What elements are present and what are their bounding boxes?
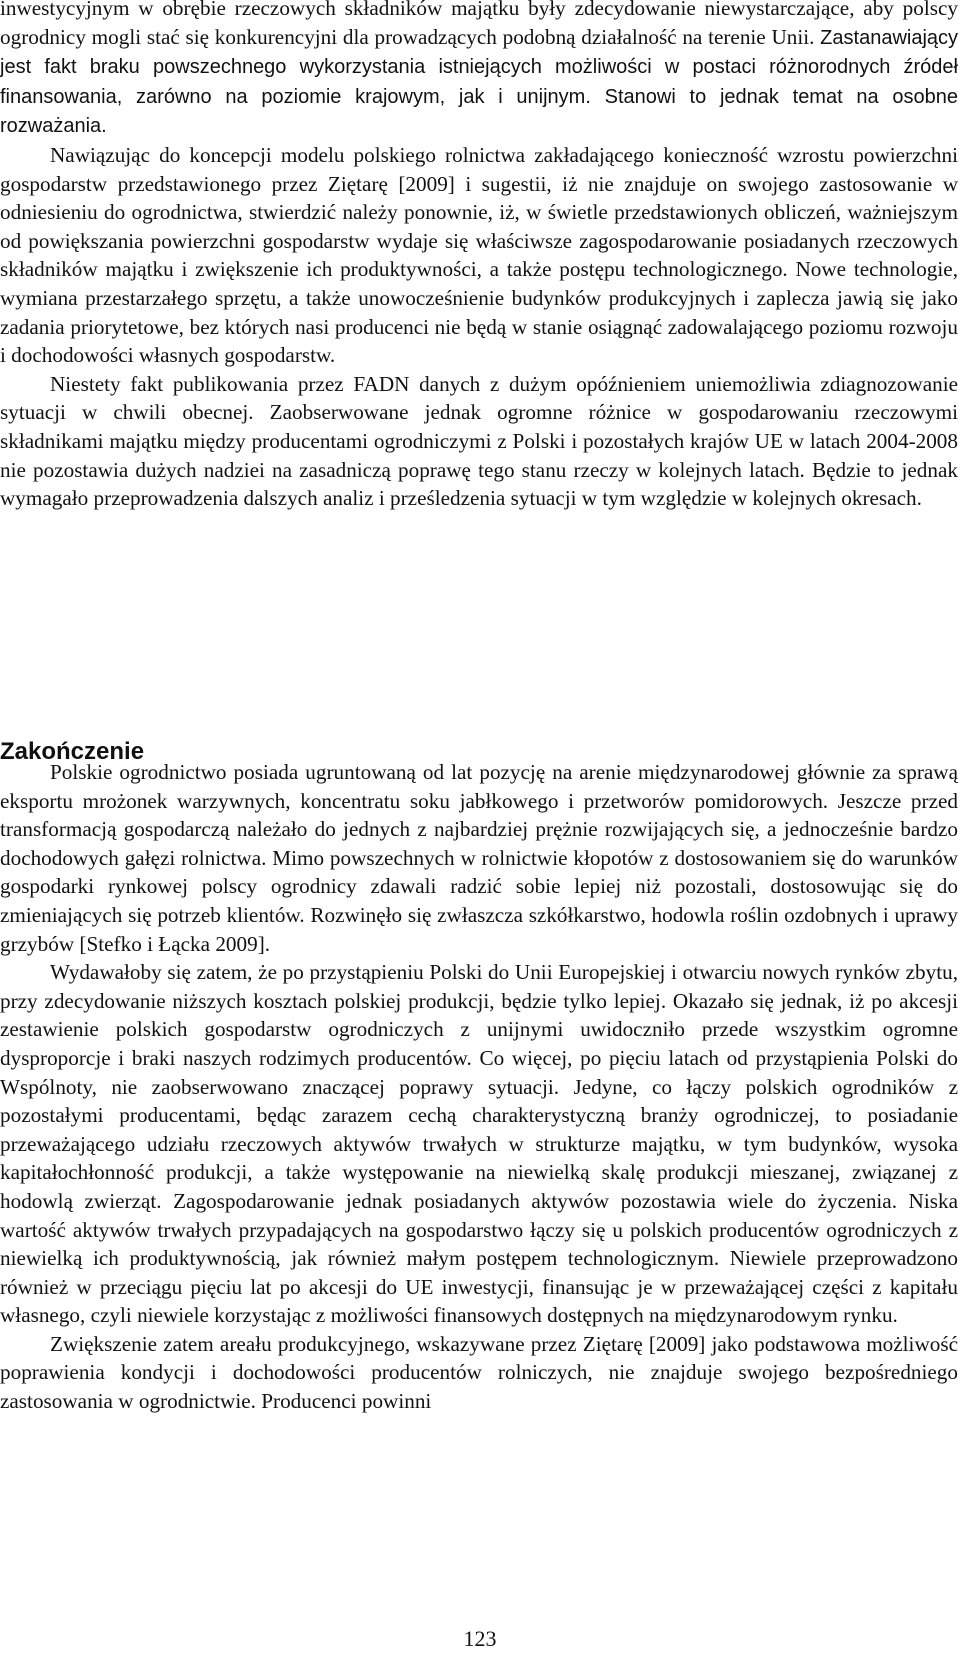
paragraph: Zwiększenie zatem areału produkcyjnego, wskazywane przez Ziętarę [2009] jako podstawowa możliwość poprawienia kondycji i dochodowości producentów rolniczych, nie znajduje swojego bezpośredniego zastosowania w ogrodnictwie. Producenci powinni [0,1331,958,1414]
paragraph: Nawiązując do koncepcji modelu polskiego rolnictwa zakładającego konieczność wzrostu powierzchni gospodarstw przedstawionego przez Ziętarę [2009] i sugestii, iż nie znajduje on swojego zastosowanie w odniesieniu do ogrodnictwa, stwierdzić należy ponownie, iż, w świetle przedstawionych obliczeń, ważniejszym od powiększania powierzchni gospodarstw wydaje się właściwsze zagospodarowanie posiadanych rzeczowych składników majątku i zwiększenie ich produktywności, a także postępu technologicznego. Nowe technologie, wymiana przestarzałego sprzętu, a także unowocześnienie budynków produkcyjnych i zaplecza jawią się jako zadania priorytetowe, bez których nasi producenci nie będą w stanie osiągnąć zadowalającego poziomu rozwoju i dochodowości własnych gospodarstw. [0,142,958,368]
paragraph-continuation [0,0,958,141]
text-run-sans: Zastanawiający jest fakt braku powszechnego wykorzystania istniejących możliwości w postaci różnorodnych źródeł finansowania, zarówno na poziomie krajowym, jak i unijnym. Stanowi to jednak temat na osobne rozważania. [0,26,959,138]
text-run-serif: inwestycyjnym w obrębie rzeczowych składników majątku były zdecydowanie niewystarczające, aby polscy ogrodnicy mogli stać się konkurencyjni dla prowadzących podobną działalność na terenie Unii. [0,0,958,49]
paragraph: Niestety fakt publikowania przez FADN danych z dużym opóźnieniem uniemożliwia zdiagnozowanie sytuacji w chwili obecnej. Zaobserwowane jednak ogromne różnice w gospodarowaniu rzeczowymi składnikami majątku między producentami ogrodniczymi z Polski i pozostałych krajów UE w latach 2004-2008 nie pozostawia dużych nadziei na zasadniczą poprawę tego stanu rzeczy w kolejnych latach. Będzie to jednak wymagało przeprowadzenia dalszych analiz i prześledzenia sytuacji w tym względzie w kolejnych okresach. [0,371,958,511]
paragraph: Polskie ogrodnictwo posiada ugruntowaną od lat pozycję na arenie międzynarodowej głównie za sprawą eksportu mrożonek warzywnych, koncentratu soku jabłkowego i przetworów pomidorowych. Jeszcze przed transformacją gospodarczą należało do jednych z najbardziej prężnie rozwijających się, a jednocześnie bardzo dochodowych gałęzi rolnictwa. Mimo powszechnych w rolnictwie kłopotów z dostosowaniem się do warunków gospodarki rynkowej polscy ogrodnicy zdawali radzić sobie lepiej niż pozostali, dostosowując się do zmieniających się potrzeb klientów. Rozwinęło się zwłaszcza szkółkarstwo, hodowla roślin ozdobnych i uprawy grzybów [Stefko i Łącka 2009]. [0,760,958,956]
top-section [0,0,958,513]
conclusion-section [0,758,958,1416]
page-number: 123 [463,1626,497,1651]
section-heading: Zakończenie [0,738,145,765]
paragraph: Wydawałoby się zatem, że po przystąpieniu Polski do Unii Europejskiej i otwarciu nowych rynków zbytu, przy zdecydowanie niższych kosztach polskiej produkcji, będzie tylko lepiej. Okazało się jednak, iż po akcesji zestawienie polskich gospodarstw ogrodniczych z unijnymi uwidoczniło przede wszystkim ogromne dysproporcje i braki naszych rodzimych producentów. Co więcej, po pięciu latach od przystąpienia Polski do Wspólnoty, nie zaobserwowano znaczącej poprawy sytuacji. Jedyne, co łączy polskich ogrodników z pozostałymi producentami, będąc zarazem cechą charakterystyczną branży ogrodniczej, to posiadanie przeważającego udziału rzeczowych aktywów trwałych w strukturze majątku, w tym budynków, wysoka kapitałochłonność produkcji, a także występowanie na niewielką skalę produkcji mieszanej, związanej z hodowlą zwierząt. Zagospodarowanie jednak posiadanych aktywów pozostawia wiele do życzenia. Niska wartość aktywów trwałych przypadających na gospodarstwo łączy się u polskich producentów ogrodniczych z niewielką ich produktywnością, jak również małym postępem technologicznym. Niewiele przeprowadzono również w przeciągu pięciu lat po akcesji do UE inwestycji, finansując je w przeważającej części z kapitału własnego, czyli niewiele korzystając z możliwości finansowych dostępnych na międzynarodowym rynku. [0,960,958,1328]
